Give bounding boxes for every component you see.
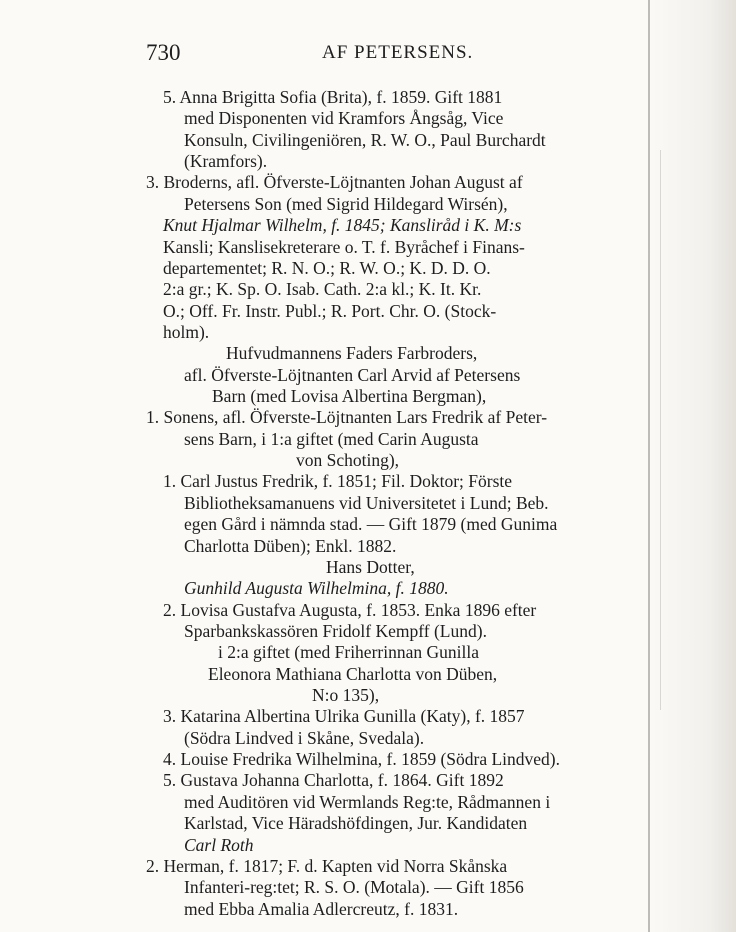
page-number: 730 xyxy=(146,40,181,65)
text-line: i 2:a giftet (med Friherrinnan Gunilla xyxy=(218,642,479,663)
text-line: O.; Off. Fr. Instr. Publ.; R. Port. Chr. O. (Stock- xyxy=(163,300,497,321)
text-line: Barn (med Lovisa Albertina Bergman), xyxy=(212,386,487,407)
text-line: 5. Anna Brigitta Sofia (Brita), f. 1859. Gift 1881 xyxy=(163,87,503,107)
text-line: Bibliotheksamanuens vid Universitetet i Lund; Beb. xyxy=(184,492,549,513)
text-line: 1. Sonens, afl. Öfverste-Löjtnanten Lars Fredrik af Peter- xyxy=(146,407,548,428)
text-line: med Ebba Amalia Adlercreutz, f. 1831. xyxy=(184,898,459,919)
page-header xyxy=(146,40,626,72)
text-line: (Kramfors). xyxy=(184,151,268,172)
text-line: Petersens Son (med Sigrid Hildegard Wirsén), xyxy=(184,193,508,214)
text-line: Charlotta Düben); Enkl. 1882. xyxy=(184,535,397,556)
text-line: sens Barn, i 1:a giftet (med Carin Augusta xyxy=(184,428,479,449)
text-line: Kansli; Kanslisekreterare o. T. f. Byråchef i Finans- xyxy=(163,236,525,257)
text-line: Carl Roth xyxy=(184,834,254,855)
text-line: Karlstad, Vice Häradshöfdingen, Jur. Kandidaten xyxy=(184,813,528,834)
text-line: Infanteri-reg:tet; R. S. O. (Motala). — Gift 1856 xyxy=(184,877,524,898)
text-line: 2. Lovisa Gustafva Augusta, f. 1853. Enka 1896 efter xyxy=(163,599,537,620)
text-line: N:o 135), xyxy=(312,685,380,706)
text-line: Hufvudmannens Faders Farbroders, xyxy=(226,343,478,364)
bleed-through-line xyxy=(660,150,661,710)
text-line: 3. Katarina Albertina Ulrika Gunilla (Katy), f. 1857 xyxy=(163,706,525,727)
text-line: Konsuln, Civilingeniören, R. W. O., Paul Burchardt xyxy=(184,129,546,150)
text-line: egen Gård i nämnda stad. — Gift 1879 (med Gunima xyxy=(184,514,558,535)
text-line: Hans Dotter, xyxy=(326,556,415,577)
text-line: 2:a gr.; K. Sp. O. Isab. Cath. 2:a kl.; K. It. Kr. xyxy=(163,279,482,300)
running-title: AF PETERSENS. xyxy=(322,42,474,63)
text-line: holm). xyxy=(163,321,210,342)
text-line: 2. Herman, f. 1817; F. d. Kapten vid Norra Skånska xyxy=(146,855,508,876)
text-line: Sparbankskassören Fridolf Kempff (Lund). xyxy=(184,620,487,641)
text-line: med Auditören vid Wermlands Reg:te, Rådmannen i xyxy=(184,791,551,812)
binding-line xyxy=(648,0,650,932)
text-line: Knut Hjalmar Wilhelm, f. 1845; Kansliråd i K. M:s xyxy=(163,215,522,236)
text-line: 5. Gustava Johanna Charlotta, f. 1864. Gift 1892 xyxy=(163,770,504,791)
text-line: Gunhild Augusta Wilhelmina, f. 1880. xyxy=(184,578,449,599)
text-line: med Disponenten vid Kramfors Ångsåg, Vice xyxy=(184,108,504,129)
text-line: (Södra Lindved i Skåne, Svedala). xyxy=(184,727,425,748)
text-line: 3. Broderns, afl. Öfverste-Löjtnanten Johan August af xyxy=(146,172,523,193)
text-line: Eleonora Mathiana Charlotta von Düben, xyxy=(208,663,498,684)
text-line: von Schoting), xyxy=(296,450,400,471)
text-line: 4. Louise Fredrika Wilhelmina, f. 1859 (Södra Lindved). xyxy=(163,749,561,770)
text-line: 1. Carl Justus Fredrik, f. 1851; Fil. Doktor; Förste xyxy=(163,471,513,492)
text-line: afl. Öfverste-Löjtnanten Carl Arvid af Petersens xyxy=(184,364,521,385)
text-line: departementet; R. N. O.; R. W. O.; K. D. D. O. xyxy=(163,257,491,278)
